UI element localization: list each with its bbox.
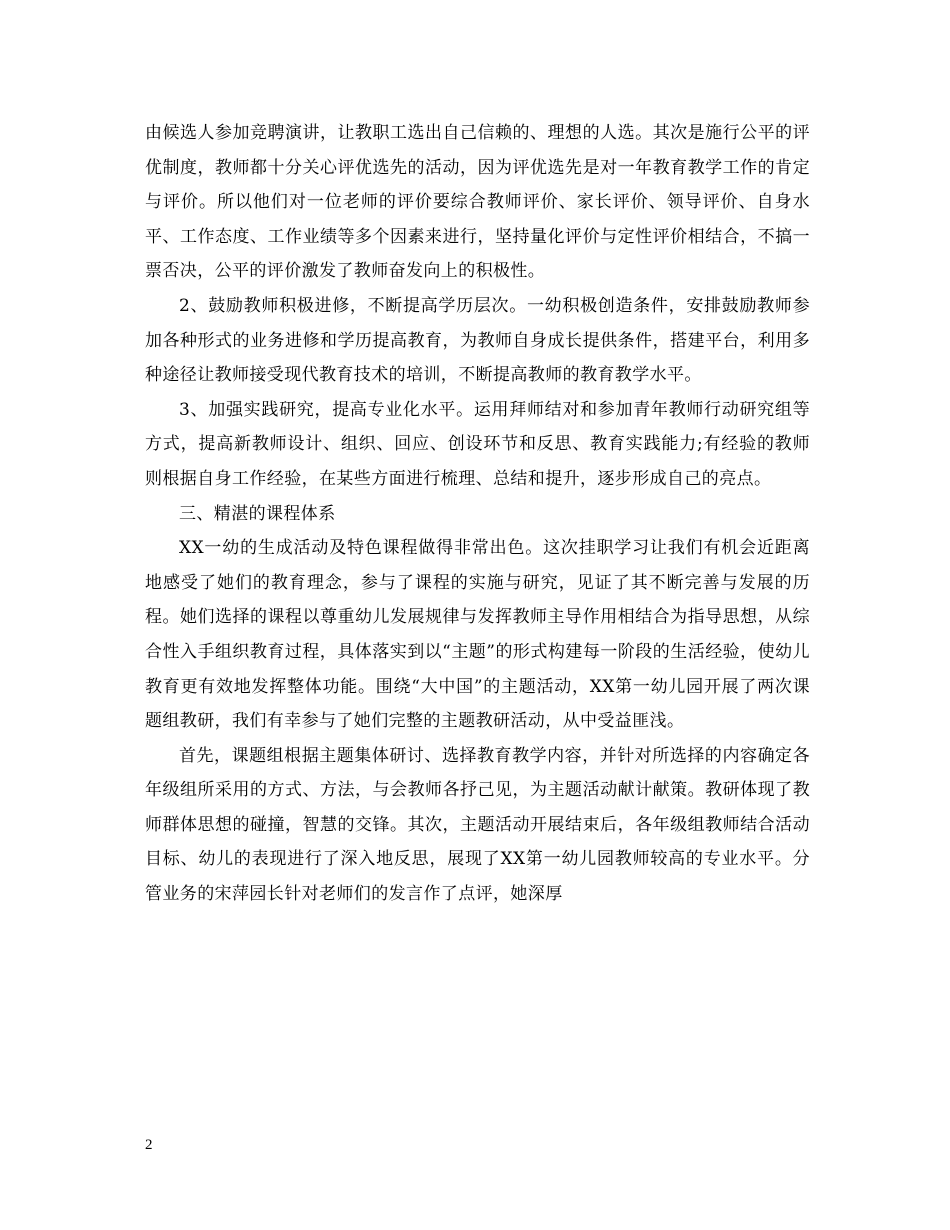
paragraph-item-3: 3、加强实践研究，提高专业化水平。运用拜师结对和参加青年教师行动研究组等方式，提高新教师设计、组织、回应、创设环节和反思、教育实践能力;有经验的教师则根据自身工作经验，在某些方面进行梳理、总结和提升，逐步形成自己的亮点。: [145, 399, 810, 489]
document-body: [145, 116, 810, 912]
paragraph-continuation: 由候选人参加竞聘演讲，让教职工选出自己信赖的、理想的人选。其次是施行公平的评优制度，教师都十分关心评优选先的活动，因为评优选先是对一年教育教学工作的肯定与评价。所以他们对一位老师的评价要综合教师评价、家长评价、领导评价、自身水平、工作态度、工作业绩等多个因素来进行，坚持量化评价与定性评价相结合，不搞一票否决，公平的评价激发了教师奋发向上的积极性。: [145, 123, 810, 282]
paragraph-first: 首先，课题组根据主题集体研讨、选择教育教学内容，并针对所选择的内容确定各年级组所采用的方式、方法，与会教师各抒己见，为主题活动献计献策。教研体现了教师群体思想的碰撞，智慧的交锋。其次，主题活动开展结束后，各年级组教师结合活动目标、幼儿的表现进行了深入地反思，展现了XX第一幼儿园教师较高的专业水平。分管业务的宋萍园长针对老师们的发言作了点评，她深厚: [145, 745, 810, 905]
paragraph-curriculum: XX一幼的生成活动及特色课程做得非常出色。这次挂职学习让我们有机会近距离地感受了她们的教育理念，参与了课程的实施与研究，见证了其不断完善与发展的历程。她们选择的课程以尊重幼儿发展规律与发挥教师主导作用相结合为指导思想，从综合性入手组织教育过程，具体落实到以“主题”的形式构建每一阶段的生活经验，使幼儿教育更有效地发挥整体功能。围绕“大中国”的主题活动，XX第一幼儿园开展了两次课题组教研，我们有幸参与了她们完整的主题教研活动，从中受益匪浅。: [145, 538, 810, 732]
page-number: 2: [145, 1137, 153, 1153]
section-heading: 三、精湛的课程体系: [179, 503, 336, 524]
paragraph-item-2: 2、鼓励教师积极进修，不断提高学历层次。一幼积极创造条件，安排鼓励教师参加各种形式的业务进修和学历提高教育，为教师自身成长提供条件，搭建平台，利用多种途径让教师接受现代教育技术的培训，不断提高教师的教育教学水平。: [145, 295, 810, 386]
